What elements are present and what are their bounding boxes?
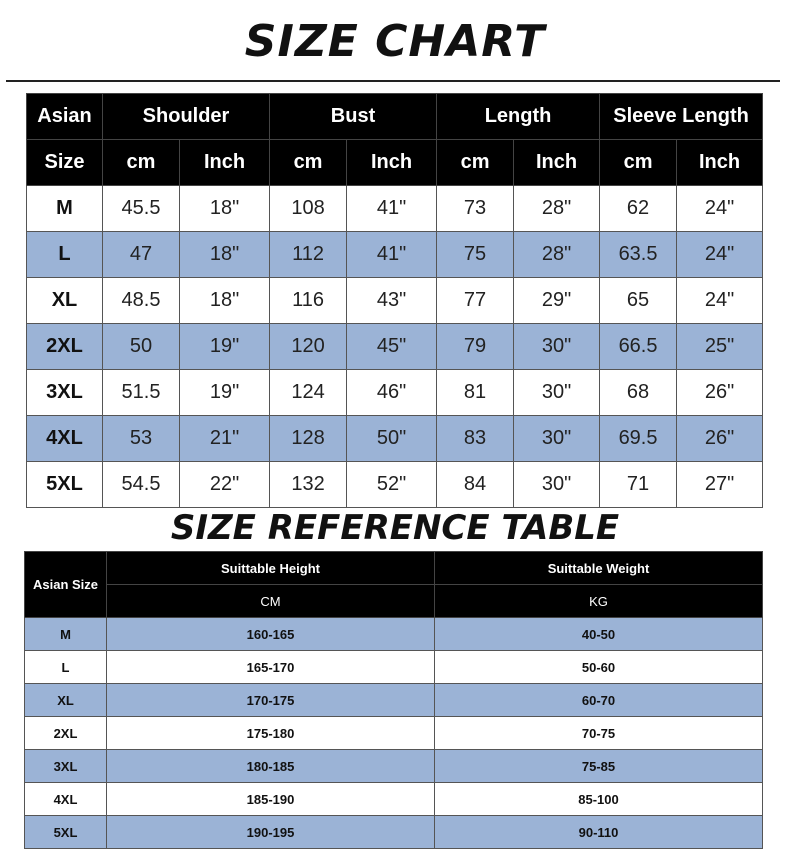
table-cell: 83 [437, 416, 514, 462]
table-cell: 77 [437, 278, 514, 324]
unit-cell: cm [270, 140, 347, 186]
size-label: 3XL [27, 370, 103, 416]
table-cell: 132 [270, 462, 347, 508]
header-size: Size [27, 140, 103, 186]
header-asian: Asian [27, 94, 103, 140]
table-cell: 70-75 [435, 717, 763, 750]
size-chart-title: SIZE CHART [244, 16, 546, 67]
table-cell: 41" [347, 186, 437, 232]
table-cell: 175-180 [107, 717, 435, 750]
table-cell: 47 [103, 232, 180, 278]
header-bust: Bust [270, 94, 437, 140]
header-shoulder: Shoulder [103, 94, 270, 140]
table-row [25, 684, 763, 717]
size-chart-table [26, 93, 763, 508]
size-reference-title: SIZE REFERENCE TABLE [170, 508, 620, 548]
table-cell: 21" [180, 416, 270, 462]
table-cell: 28" [514, 186, 600, 232]
table-cell: 46" [347, 370, 437, 416]
size-label: 2XL [27, 324, 103, 370]
size-label: 5XL [27, 462, 103, 508]
table-cell: 22" [180, 462, 270, 508]
table-cell: 63.5 [600, 232, 677, 278]
table-row [27, 416, 763, 462]
table-cell: 79 [437, 324, 514, 370]
header-weight: Suittable Weight [435, 552, 763, 585]
size-label: 5XL [25, 816, 107, 849]
table-cell: 180-185 [107, 750, 435, 783]
size-label: 2XL [25, 717, 107, 750]
table-cell: 30" [514, 324, 600, 370]
header-asian-size: Asian Size [25, 552, 107, 618]
unit-height: CM [107, 585, 435, 618]
table-cell: 124 [270, 370, 347, 416]
table-cell: 50 [103, 324, 180, 370]
table-cell: 51.5 [103, 370, 180, 416]
table-cell: 50-60 [435, 651, 763, 684]
size-label: 3XL [25, 750, 107, 783]
unit-cell: Inch [347, 140, 437, 186]
table-cell: 18" [180, 186, 270, 232]
size-label: M [27, 186, 103, 232]
table-cell: 53 [103, 416, 180, 462]
reference-header-row [25, 552, 763, 585]
table-cell: 170-175 [107, 684, 435, 717]
table-cell: 75-85 [435, 750, 763, 783]
unit-cell: Inch [180, 140, 270, 186]
table-cell: 24" [677, 278, 763, 324]
table-cell: 62 [600, 186, 677, 232]
table-row [25, 651, 763, 684]
table-cell: 43" [347, 278, 437, 324]
table-cell: 108 [270, 186, 347, 232]
table-cell: 19" [180, 324, 270, 370]
table-cell: 165-170 [107, 651, 435, 684]
table-cell: 112 [270, 232, 347, 278]
table-cell: 18" [180, 278, 270, 324]
table-cell: 24" [677, 232, 763, 278]
table-cell: 66.5 [600, 324, 677, 370]
table-cell: 69.5 [600, 416, 677, 462]
size-chart-unit-row [27, 140, 763, 186]
table-row [25, 750, 763, 783]
size-label: XL [25, 684, 107, 717]
table-cell: 185-190 [107, 783, 435, 816]
table-cell: 71 [600, 462, 677, 508]
table-row [27, 324, 763, 370]
table-row [27, 186, 763, 232]
table-cell: 85-100 [435, 783, 763, 816]
header-height: Suittable Height [107, 552, 435, 585]
table-cell: 52" [347, 462, 437, 508]
table-row [25, 816, 763, 849]
table-row [25, 783, 763, 816]
title-divider [6, 80, 780, 82]
table-cell: 29" [514, 278, 600, 324]
table-row [27, 278, 763, 324]
size-label: M [25, 618, 107, 651]
table-cell: 19" [180, 370, 270, 416]
table-cell: 30" [514, 462, 600, 508]
table-row [25, 618, 763, 651]
table-cell: 25" [677, 324, 763, 370]
table-row [27, 232, 763, 278]
table-cell: 30" [514, 370, 600, 416]
table-cell: 73 [437, 186, 514, 232]
size-label: L [27, 232, 103, 278]
table-cell: 45.5 [103, 186, 180, 232]
table-cell: 160-165 [107, 618, 435, 651]
size-label: 4XL [25, 783, 107, 816]
table-cell: 120 [270, 324, 347, 370]
reference-unit-row [25, 585, 763, 618]
table-cell: 68 [600, 370, 677, 416]
table-cell: 18" [180, 232, 270, 278]
table-cell: 27" [677, 462, 763, 508]
header-sleeve-length: Sleeve Length [600, 94, 763, 140]
table-cell: 190-195 [107, 816, 435, 849]
table-cell: 24" [677, 186, 763, 232]
table-cell: 41" [347, 232, 437, 278]
table-cell: 84 [437, 462, 514, 508]
table-cell: 128 [270, 416, 347, 462]
unit-cell: cm [103, 140, 180, 186]
table-cell: 48.5 [103, 278, 180, 324]
table-cell: 40-50 [435, 618, 763, 651]
table-cell: 28" [514, 232, 600, 278]
table-cell: 50" [347, 416, 437, 462]
unit-cell: Inch [677, 140, 763, 186]
size-label: 4XL [27, 416, 103, 462]
table-cell: 75 [437, 232, 514, 278]
size-label: L [25, 651, 107, 684]
table-cell: 116 [270, 278, 347, 324]
table-cell: 81 [437, 370, 514, 416]
table-row [27, 370, 763, 416]
unit-cell: cm [437, 140, 514, 186]
table-cell: 90-110 [435, 816, 763, 849]
size-chart-header-row [27, 94, 763, 140]
table-cell: 30" [514, 416, 600, 462]
table-cell: 54.5 [103, 462, 180, 508]
size-label: XL [27, 278, 103, 324]
unit-cell: cm [600, 140, 677, 186]
unit-cell: Inch [514, 140, 600, 186]
table-cell: 60-70 [435, 684, 763, 717]
size-reference-table [24, 551, 763, 849]
table-cell: 45" [347, 324, 437, 370]
table-row [27, 462, 763, 508]
table-cell: 65 [600, 278, 677, 324]
table-row [25, 717, 763, 750]
header-length: Length [437, 94, 600, 140]
unit-weight: KG [435, 585, 763, 618]
table-cell: 26" [677, 416, 763, 462]
table-cell: 26" [677, 370, 763, 416]
